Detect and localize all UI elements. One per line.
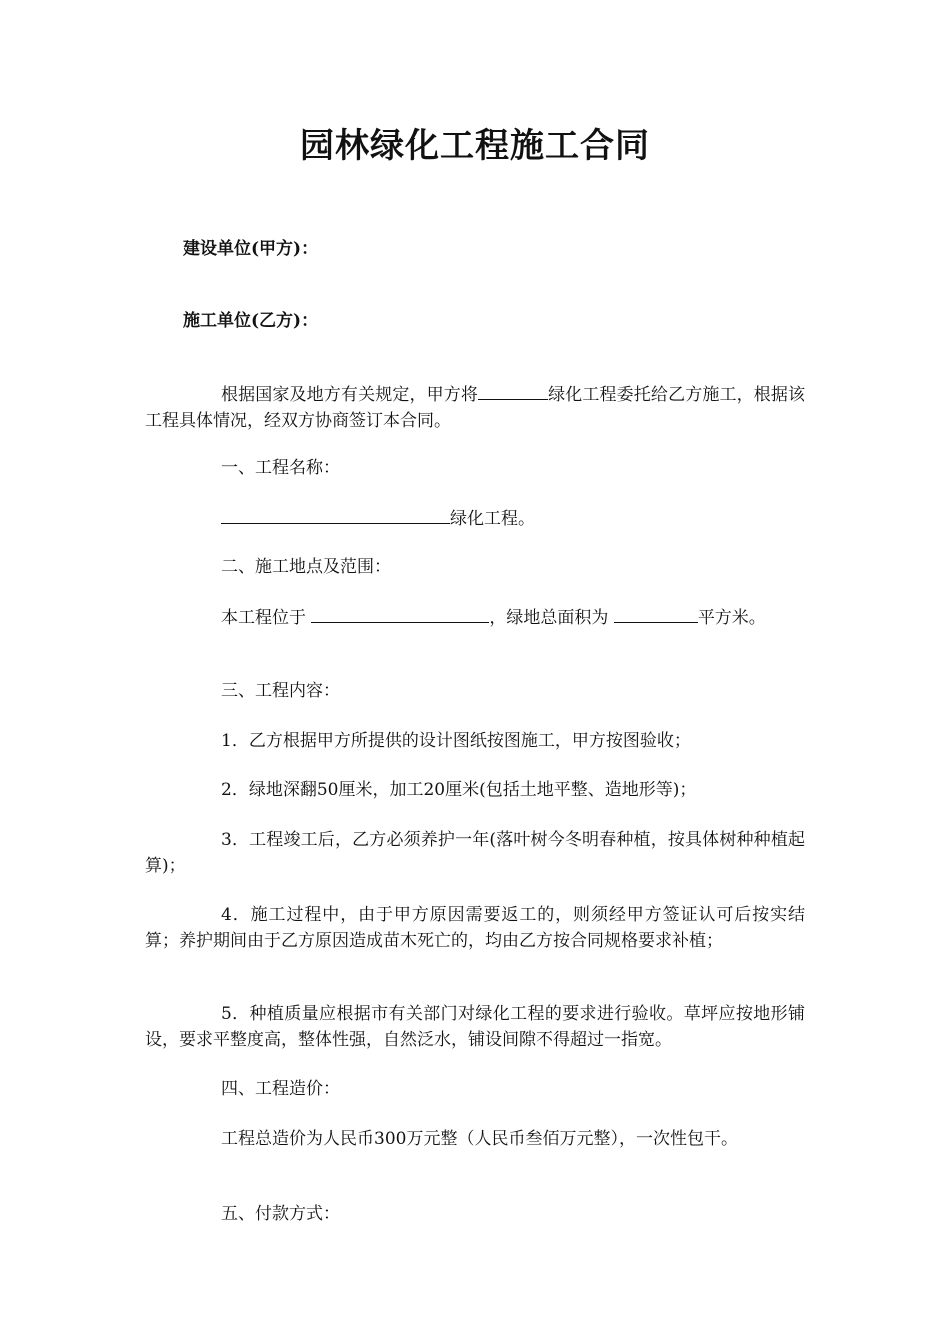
document-title: 园林绿化工程施工合同 [300,126,650,166]
location-blank [311,604,489,623]
project-name-line [221,505,535,532]
area-blank [614,604,698,623]
party-b-label: 施工单位(乙方)： [183,311,319,331]
section2-text-3: 平方米。 [697,608,766,628]
intro-text-2: 绿化工程委托给乙方施工，根据该工程具体情况，经双方协商签订本合同。 [145,385,805,431]
content-item-1: 1．乙方根据甲方所提供的设计图纸按图施工，甲方按图验收； [221,731,691,751]
section1-heading: 一、工程名称： [221,458,340,478]
project-name-blank [221,505,450,524]
section4-heading: 四、工程造价： [221,1079,340,1099]
content-item-3: 3．工程竣工后，乙方必须养护一年(落叶树今冬明春种植，按具体树种种植起算)； [145,830,805,876]
section5-heading: 五、付款方式： [221,1204,340,1224]
location-line [221,604,766,631]
project-blank [478,381,548,400]
party-a-label: 建设单位(甲方)： [183,239,319,259]
content-item-2: 2．绿地深翻50厘米，加工20厘米(包括土地平整、造地形等)； [221,780,697,800]
content-item-4: 4．施工过程中，由于甲方原因需要返工的，则须经甲方签证认可后按实结算；养护期间由于乙方原因造成苗木死亡的，均由乙方按合同规格要求补植； [145,905,805,951]
section2-heading: 二、施工地点及范围： [221,557,391,577]
section1-suffix: 绿化工程。 [450,509,535,529]
content-item-5: 5．种植质量应根据市有关部门对绿化工程的要求进行验收。草坪应按地形铺设，要求平整度高，整体性强，自然泛水，铺设间隙不得超过一指宽。 [145,1004,805,1050]
section2-text-2: ，绿地总面积为 [489,608,609,628]
section2-text-1: 本工程位于 [221,608,306,628]
intro-paragraph [145,381,805,434]
section4-text: 工程总造价为人民币300万元整（人民币叁佰万元整），一次性包干。 [221,1129,738,1149]
section3-heading: 三、工程内容： [221,681,340,701]
intro-text-1: 根据国家及地方有关规定，甲方将 [221,385,478,405]
